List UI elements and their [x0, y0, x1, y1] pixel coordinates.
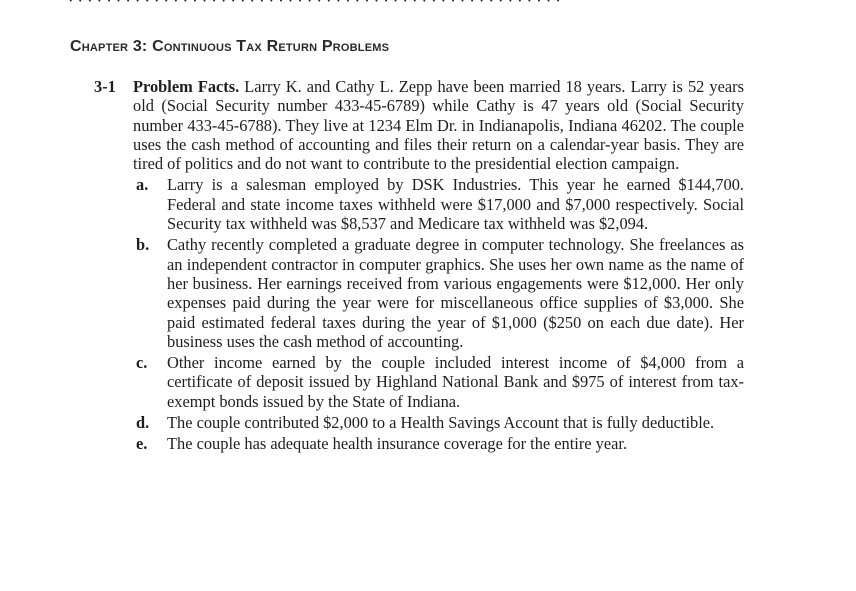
subitem-letter: b. — [136, 235, 150, 255]
subitem-a — [133, 175, 744, 233]
subitem-letter: e. — [136, 434, 148, 454]
subitem-letter: a. — [136, 175, 149, 195]
subitem-text: Cathy recently completed a graduate degree in computer technology. She freelances as an independent contractor in computer graphics. She uses her own name as the name of her business. Her earnings received from various engagements were $12,000. Her only expenses paid during the year were for miscellaneous office supplies of $3,000. She paid estimated federal taxes during the year of $1,000 ($250 on each due date). Her business uses the cash method of accounting. — [167, 235, 744, 351]
problem-body — [133, 77, 744, 456]
problem-title: Problem Facts. — [133, 77, 240, 96]
chapter-heading: Chapter 3: Continuous Tax Return Problems — [70, 38, 390, 55]
problem-row — [94, 77, 744, 456]
subitem-list — [133, 175, 744, 453]
subitem-letter: d. — [136, 413, 150, 433]
problem-text: Larry K. and Cathy L. Zepp have been married 18 years. Larry is 52 years old (Social Security number 433-45-6789) while Cathy is 47 years old (Social Security number 433-45-6788). They live at 1234 Elm Dr. in Indianapolis, Indiana 46202. The couple uses the cash method of accounting and files their return on a calendar-year basis. They are tired of politics and do not want to contribute to the presidential election campaign. — [133, 77, 744, 174]
subitem-c — [133, 353, 744, 411]
subitem-letter: c. — [136, 353, 148, 373]
subitem-text: Larry is a salesman employed by DSK Industries. This year he earned $144,700. Federal and state income taxes withheld were $17,000 and $7,000 respectively. Social Security tax withheld was $8,537 and Medicare tax withheld was $2,094. — [167, 175, 744, 234]
problem-3-1 — [94, 77, 744, 456]
subitem-b — [133, 235, 744, 351]
subitem-text: Other income earned by the couple included interest income of $4,000 from a certificate of deposit issued by Highland National Bank and $975 of interest from tax-exempt bonds issued by the State of Indiana. — [167, 353, 744, 411]
problem-number: 3-1 — [94, 77, 116, 96]
subitem-e — [133, 434, 744, 453]
subitem-text: The couple has adequate health insurance coverage for the entire year. — [167, 434, 628, 454]
subitem-text: The couple contributed $2,000 to a Health Savings Account that is fully deductible. — [167, 413, 715, 433]
subitem-d — [133, 413, 744, 432]
clipped-previous-line: · · · · · · · · · · · · · · · · · · · · · · · · · · · · · · · · · · · · · · · · · · · · · · · · · · · · — [68, 0, 561, 10]
